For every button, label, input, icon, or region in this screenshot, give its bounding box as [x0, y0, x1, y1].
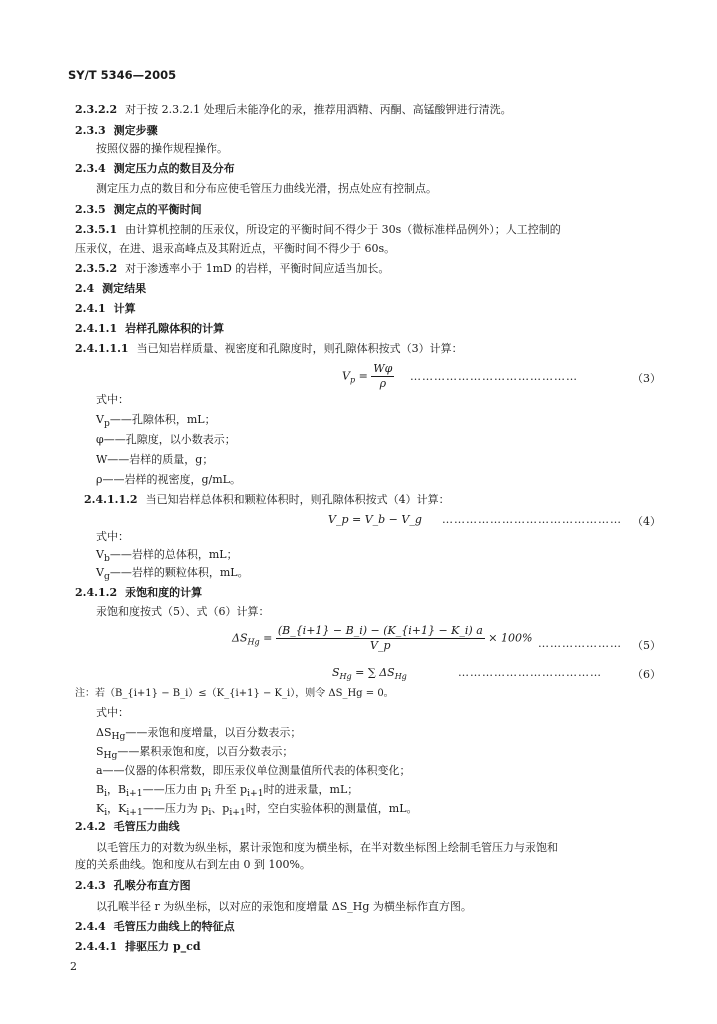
clause-text: 计算 — [113, 302, 136, 315]
clause-text: 当已知岩样质量、视密度和孔隙度时，则孔隙体积按式（3）计算： — [136, 342, 463, 355]
paragraph-line — [96, 142, 228, 156]
clause-text: 岩样孔隙体积的计算 — [125, 322, 225, 335]
clause-number: 2.3.5.1 — [75, 223, 118, 236]
clause-text: 测定步骤 — [113, 124, 158, 137]
clause-text: 对于渗透率小于 1mD 的岩样，平衡时间应适当加长。 — [125, 262, 390, 275]
paragraph: 2.4.1.1.2 当已知岩样总体积和颗粒体积时，则孔隙体积按式（4）计算： — [84, 493, 450, 506]
clause-text: 测定点的平衡时间 — [113, 203, 202, 216]
paragraph-line — [75, 242, 395, 256]
paragraph-line: 度的关系曲线。饱和度从右到左由 0 到 100%。 — [75, 858, 311, 871]
clause-number: 2.3.5 — [75, 203, 106, 216]
clause-number: 2.4.1 — [75, 302, 106, 315]
clause-text: 对于按 2.3.2.1 处理后未能净化的汞，推荐用酒精、丙酮、高锰酸钾进行清洗。 — [125, 103, 512, 116]
definition-item: $V_g——$岩样的颗粒体积，mL。 — [96, 566, 249, 583]
clause-number: 2.4.1.1.1 — [75, 342, 129, 355]
paragraph-line — [75, 223, 561, 237]
section-heading — [75, 162, 235, 176]
paragraph: 以孔喉半径 r 为纵坐标，以对应的汞饱和度增量 ΔS_Hg 为横坐标作直方图。 — [96, 900, 472, 913]
paragraph-line — [75, 262, 389, 276]
paragraph-line — [75, 103, 512, 117]
clause-text: 测定结果 — [102, 282, 147, 295]
clause-number: 2.3.2.2 — [75, 103, 118, 116]
definition-item: φ——孔隙度，以小数表示； — [96, 433, 236, 446]
section-heading: 2.4.2 毛管压力曲线 — [75, 820, 180, 833]
where-label: 式中： — [96, 393, 129, 406]
section-heading: 2.4.1.2 汞饱和度的计算 — [75, 586, 203, 599]
equation-number: （6） — [632, 668, 661, 681]
note: 注：若（B_{i+1} − B_i）≤（K_{i+1} − K_i），则令 ΔS_Hg = 0。 — [75, 688, 394, 699]
section-heading: 2.4.4.1 排驱压力 p_cd — [75, 940, 201, 953]
equation-6: $S_{Hg}$ = ∑ $\Delta S_{Hg}$ — [332, 666, 407, 682]
page-number: 2 — [70, 960, 77, 973]
clause-number: 2.4 — [75, 282, 95, 295]
where-label: 式中： — [96, 706, 129, 719]
doc-header: SY/T 5346—2005 — [68, 68, 177, 82]
paragraph-line: 以毛管压力的对数为纵坐标，累计汞饱和度为横坐标，在半对数坐标图上绘制毛管压力与汞饱和 — [96, 841, 558, 854]
fraction: $\frac{(B\_\{i+1\} - B\_i) - (K\_\{i+1\} - K\_i) a}{V\_p}$ — [277, 624, 483, 652]
paragraph: 汞饱和度按式（5）、式（6）计算： — [96, 605, 270, 618]
section-heading — [75, 124, 158, 138]
clause-text: 测定压力点的数目及分布 — [113, 162, 235, 175]
leader-dots: ……………………………… — [458, 666, 602, 679]
equation-number: （5） — [632, 639, 661, 652]
where-label: 式中： — [96, 530, 129, 543]
section-heading: 2.4.3 孔喉分布直方图 — [75, 879, 191, 892]
leader-dots: …………………………………… — [410, 370, 578, 383]
equation-number: （3） — [632, 372, 661, 385]
clause-text: 测定压力点的数目和分布应使毛管压力曲线光滑，拐点处应有控制点。 — [96, 182, 437, 195]
clause-text: 按照仪器的操作规程操作。 — [96, 142, 228, 155]
section-heading — [75, 302, 136, 316]
section-heading — [75, 203, 202, 217]
definition-item: ρ——岩样的视密度，g/mL。 — [96, 473, 241, 486]
definition-item: $V_p——$孔隙体积，mL； — [96, 413, 216, 430]
definition-item: $V_b——$岩样的总体积，mL； — [96, 548, 238, 565]
definition-item: W——岩样的质量，g； — [96, 453, 214, 466]
equation-number: （4） — [632, 515, 661, 528]
equation-3: $V_p$ = $\frac{W\varphi}{\rho}$ — [342, 362, 393, 390]
definition-item: $B_i$，$B_{i+1}——$压力由 $p_i$ 升至 $p_{i+1}$时的进汞量，mL； — [96, 783, 359, 800]
definition-item: $S_{Hg}——$累积汞饱和度，以百分数表示； — [96, 745, 294, 762]
leader-dots: ………………… — [538, 637, 622, 650]
section-heading — [75, 322, 224, 336]
definition-item: $K_i$，$K_{i+1}——$压力为 $p_i$、$p_{i+1}$时，空白实验体积的测量值，mL。 — [96, 802, 418, 819]
clause-number: 2.3.5.2 — [75, 262, 118, 275]
definition-item: $\Delta S_{Hg}——$汞饱和度增量，以百分数表示； — [96, 726, 302, 743]
section-heading: 2.4.4 毛管压力曲线上的特征点 — [75, 920, 235, 933]
leader-dots: ……………………………………… — [442, 513, 622, 526]
fraction: $\frac{W\varphi}{\rho}$ — [373, 362, 393, 390]
equation-4: V_p = V_b − V_g — [328, 513, 422, 526]
paragraph-line — [96, 182, 437, 196]
section-heading — [75, 282, 146, 296]
clause-text: 压汞仪，在进、退汞高峰点及其附近点，平衡时间不得少于 60s。 — [75, 242, 396, 255]
clause-text: 由计算机控制的压汞仪，所设定的平衡时间不得少于 30s（微标准样品例外）；人工控制的 — [125, 223, 561, 236]
clause-number: 2.3.3 — [75, 124, 106, 137]
clause-number: 2.3.4 — [75, 162, 106, 175]
definition-item: a——仪器的体积常数，即压汞仪单位测量值所代表的体积变化； — [96, 764, 411, 777]
equation-5: $\Delta S_{Hg}$ = $\frac{(B\_\{i+1\} - B\_i) - (K\_\{i+1\} - K\_i) a}{V\_p}$ × 100% — [232, 624, 533, 652]
paragraph-line — [75, 342, 463, 356]
clause-number: 2.4.1.1 — [75, 322, 118, 335]
